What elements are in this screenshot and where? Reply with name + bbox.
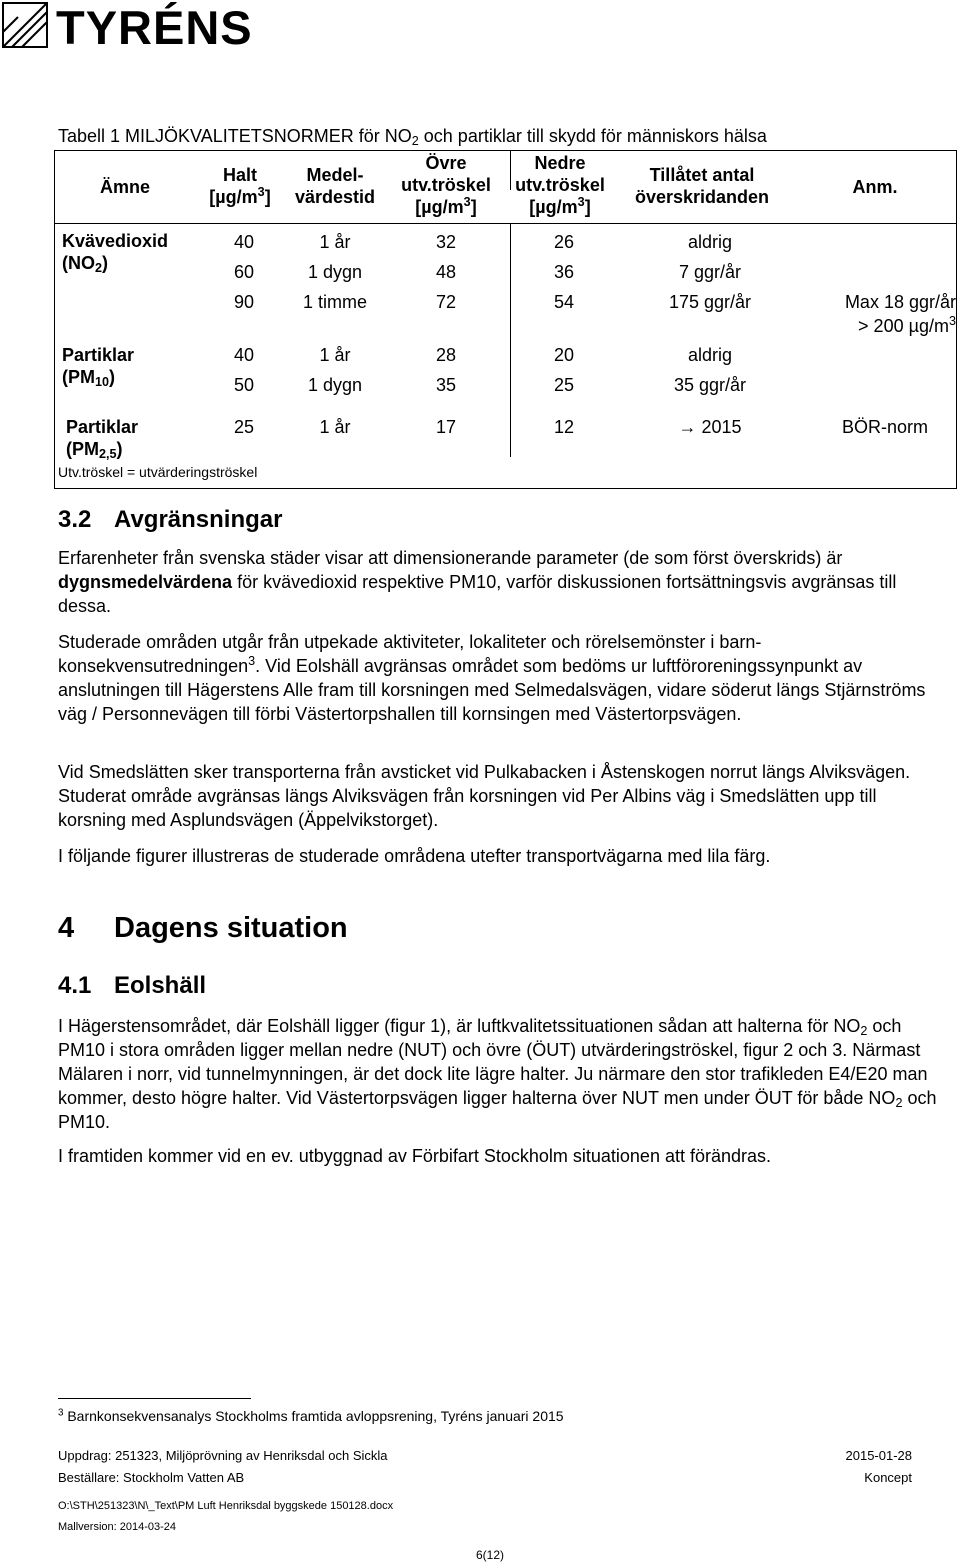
chapter-heading: 4 Dagens situation	[58, 912, 348, 944]
paragraph: I framtiden kommer vid en ev. utbyggnad av Förbifart Stockholm situationen att förändras.	[58, 1146, 772, 1166]
cell-ovre: 72	[435, 292, 457, 312]
cell-ovre: 35	[435, 375, 457, 395]
cell-ovre: 32	[435, 232, 457, 252]
cell-medelvardestid: 1 dygn	[307, 262, 363, 282]
paragraph: Studerade områden utgår från utpekade aktiviteter, lokaliteter och rörelsemönster i barn-konsekvensutredningen$^3$. Vid Eolshäll avgränsas området som bedöms ur luftföroreningssynpunkt av anslutningen till Hägerstens Alle fram till korsningen med Selmedalsvägen, vidare söderut längs Stjärnströms väg / Personnevägen till förbi Västertorpshallen till kornsingen med Västertorpsvägen.	[58, 632, 926, 724]
substance-pm10: Partiklar $(PM_{10})$	[62, 345, 135, 390]
header-amne: Ämne	[99, 177, 150, 197]
paragraph: I Hägerstensområdet, där Eolshäll ligger (figur 1), är luftkvalitetssituationen sådan att halterna för $NO_2$ och PM10 i stora områden ligger mellan nedre (NUT) och övre (ÖUT) utvärderingströskel, figur 2 och 3. Närmast Mälaren i norr, vid tunnelmynningen, är det dock lite lägre halter. Ju närmare den stor trafikleden E4/E20 man kommer, desto högre halter. Vid Västertorpsvägen ligger halterna över NUT men under ÖUT för både $NO_2$ och PM10.	[58, 1016, 937, 1132]
table-caption: Tabell 1 MILJÖKVALITETSNORMER för $NO_2$ och partiklar till skydd för människors hälsa	[58, 126, 767, 149]
section-heading: 3.2 Avgränsningar	[58, 506, 283, 533]
table-column-divider	[510, 224, 511, 457]
cell-nedre: 26	[553, 232, 575, 252]
cell-halt: 60	[233, 262, 255, 282]
cell-nedre: 54	[553, 292, 575, 312]
header-halt: Halt $[\mu g/m^3]$	[209, 165, 271, 207]
cell-ovre: 17	[435, 417, 457, 437]
tyrens-logo-mark	[2, 2, 48, 48]
substance-no2: Kvävedioxid $(NO_2)$	[62, 231, 169, 276]
header-anm: Anm.	[852, 177, 898, 197]
cell-tillatet: → 2015	[678, 417, 742, 437]
header-tillatet-antal: Tillåtet antal överskridanden	[634, 165, 770, 207]
cell-medelvardestid: 1 timme	[302, 292, 367, 312]
cell-halt: 40	[233, 345, 255, 365]
tyrens-logo-text: TYRÉNS	[56, 1, 253, 54]
section-heading: 4.1 Eolshäll	[58, 972, 207, 999]
footnote-divider	[58, 1398, 251, 1399]
substance-pm25: Partiklar $(PM_{2,5})$	[66, 417, 139, 462]
cell-nedre: 25	[553, 375, 575, 395]
paragraph: I följande figurer illustreras de studerade områdena utefter transportvägarna med lila färg.	[58, 846, 771, 866]
footer-date: 2015-01-28	[845, 1448, 912, 1463]
cell-tillatet: aldrig	[687, 345, 733, 365]
cell-tillatet: 175 ggr/år	[668, 292, 752, 312]
cell-anm: Max 18 ggr/år > 200 $\mu g/m^3$	[844, 292, 956, 336]
header-nedre-utv-troskel: Nedre utv.tröskel $[\mu g/m^3]$	[515, 153, 605, 217]
paragraph: Erfarenheter från svenska städer visar att dimensionerande parameter (de som först överskrids) är dygnsmedelvärdena för kvävedioxid respektive PM10, varför diskussionen fortsättningsvis avgränsas till dessa.	[58, 548, 897, 616]
cell-tillatet: aldrig	[687, 232, 733, 252]
cell-tillatet: 7 ggr/år	[678, 262, 742, 282]
cell-halt: 90	[233, 292, 255, 312]
table-header-divider	[54, 223, 957, 224]
cell-halt: 25	[233, 417, 255, 437]
cell-medelvardestid: 1 år	[319, 232, 351, 252]
footer-file-path: O:\STH\251323\N\_Text\PM Luft Henriksdal byggskede 150128.docx	[58, 1500, 394, 1512]
footer-status: Koncept	[864, 1470, 912, 1485]
paragraph: Vid Smedslätten sker transporterna från avsticket vid Pulkabacken i Åstenskogen norrut längs Alviksvägen. Studerat område avgränsas längs Alviksvägen från korsningen vid Per Albins väg i Smedslätten upp till korsning med Asplundsvägen (Äppelvikstorget).	[58, 762, 911, 830]
cell-ovre: 48	[435, 262, 457, 282]
table-note: Utv.tröskel = utvärderingströskel	[58, 464, 258, 480]
cell-halt: 40	[233, 232, 255, 252]
cell-nedre: 12	[553, 417, 575, 437]
cell-ovre: 28	[435, 345, 457, 365]
footer-bestallare: Beställare: Stockholm Vatten AB	[58, 1470, 245, 1485]
footer-mallversion: Mallversion: 2014-03-24	[58, 1521, 177, 1533]
cell-anm: BÖR-norm	[841, 417, 928, 437]
page-number: 6(12)	[476, 1548, 505, 1562]
cell-medelvardestid: 1 dygn	[307, 375, 363, 395]
footer-uppdrag: Uppdrag: 251323, Miljöprövning av Henriksdal och Sickla	[58, 1448, 388, 1463]
cell-halt: 50	[233, 375, 255, 395]
header-medelvardestid: Medel- värdestid	[294, 165, 376, 207]
cell-nedre: 36	[553, 262, 575, 282]
cell-medelvardestid: 1 år	[319, 417, 351, 437]
footnote: $^3$ Barnkonsekvensanalys Stockholms framtida avloppsrening, Tyréns januari 2015	[58, 1407, 564, 1424]
cell-nedre: 20	[553, 345, 575, 365]
cell-tillatet: 35 ggr/år	[673, 375, 747, 395]
header-ovre-utv-troskel: Övre utv.tröskel $[\mu g/m^3]$	[401, 153, 491, 217]
cell-medelvardestid: 1 år	[319, 345, 351, 365]
